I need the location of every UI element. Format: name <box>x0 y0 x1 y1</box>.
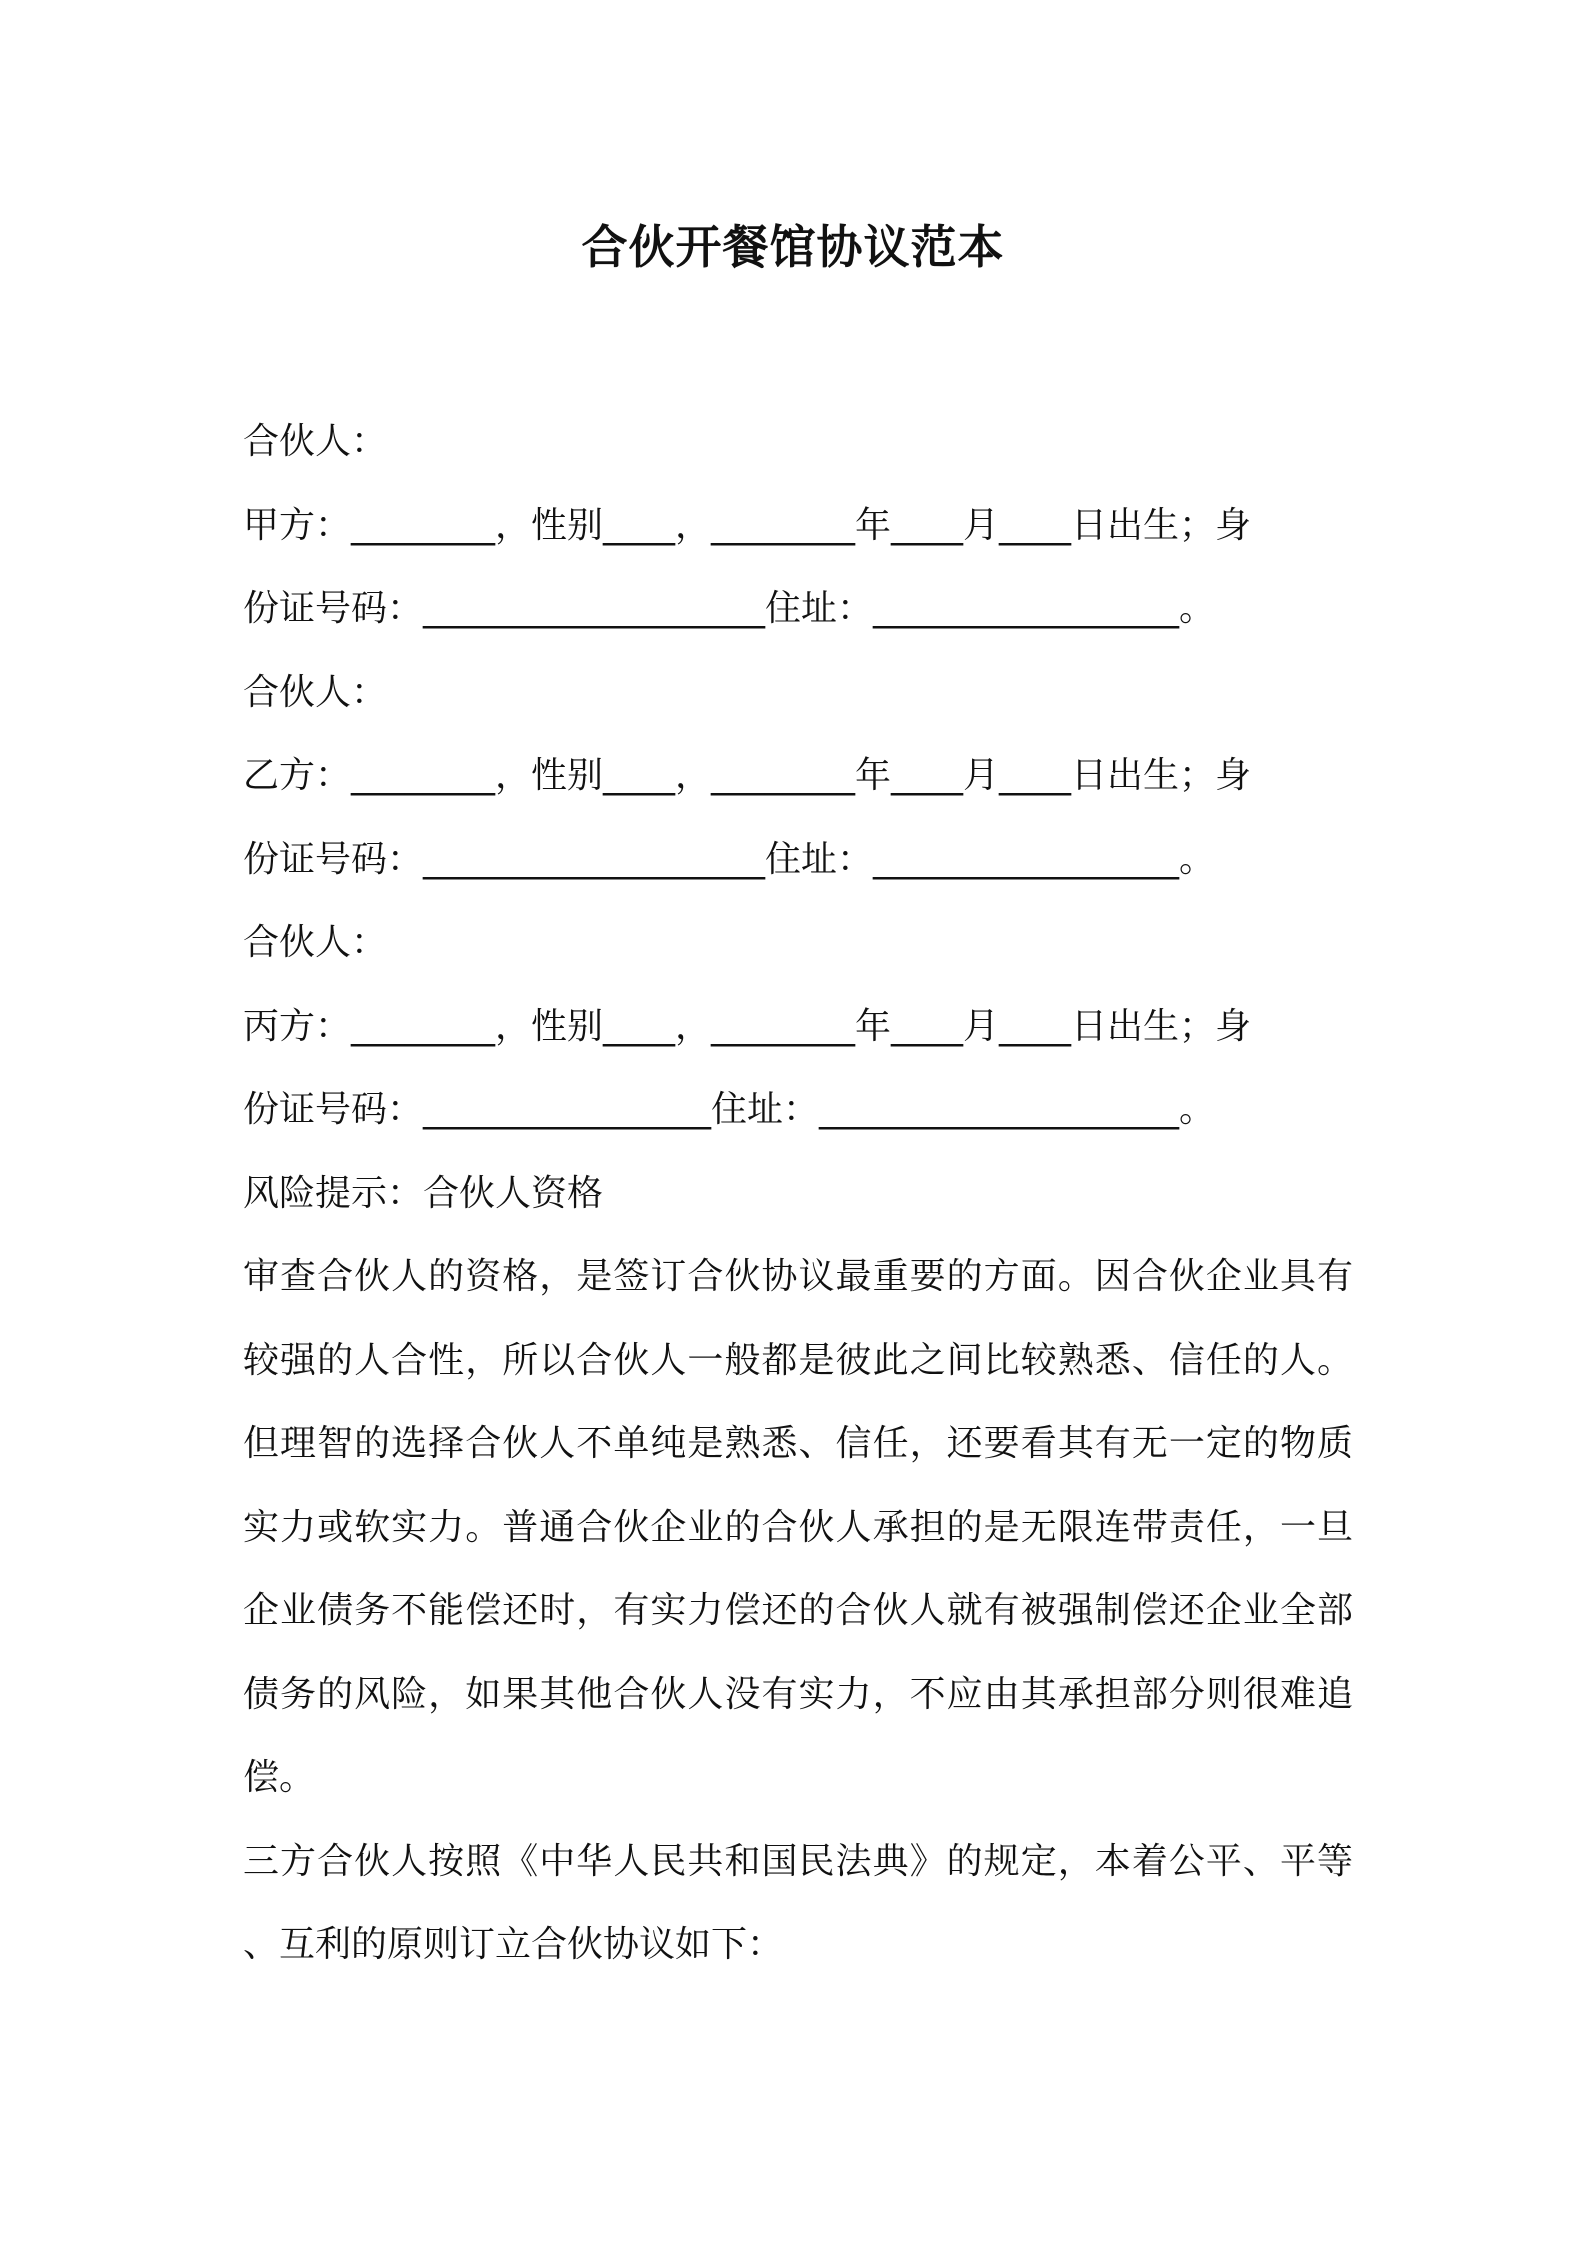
party-id-address-line: 份证号码：________________住址：____________________。 <box>243 1089 1216 1130</box>
party-block-b <box>243 651 1353 902</box>
party-heading: 合伙人： <box>243 671 388 713</box>
party-heading: 合伙人： <box>243 421 388 462</box>
party-info-line: 甲方：________，性别____，________年____月____日出生；身 <box>243 504 1252 546</box>
document-body <box>243 400 1353 1987</box>
party-block-a <box>243 400 1353 651</box>
party-id-address-line: 份证号码：___________________住址：_________________。 <box>243 588 1216 629</box>
preamble-paragraph: 三方合伙人按照《中华人民共和国民法典》的规定，本着公平、平等、互利的原则订立合伙协议如下： <box>243 1840 1353 1965</box>
risk-paragraph: 审查合伙人的资格，是签订合伙协议最重要的方面。因合伙企业具有较强的人合性，所以合伙人一般都是彼此之间比较熟悉、信任的人。但理智的选择合伙人不单纯是熟悉、信任，还要看其有无一定的物质实力或软实力。普通合伙企业的合伙人承担的是无限连带责任，一旦企业债务不能偿还时，有实力偿还的合伙人就有被强制偿还企业全部债务的风险，如果其他合伙人没有实力，不应由其承担部分则很难追偿。 <box>243 1256 1353 1798</box>
document-title: 合伙开餐馆协议范本 <box>581 220 1005 274</box>
party-heading: 合伙人： <box>243 922 388 963</box>
risk-heading: 风险提示：合伙人资格 <box>243 1172 604 1214</box>
party-id-address-line: 份证号码：___________________住址：_________________。 <box>243 838 1216 880</box>
party-info-line: 乙方：________，性别____，________年____月____日出生；身 <box>243 755 1252 796</box>
party-block-c <box>243 901 1353 1152</box>
party-info-line: 丙方：________，性别____，________年____月____日出生；身 <box>243 1005 1252 1047</box>
